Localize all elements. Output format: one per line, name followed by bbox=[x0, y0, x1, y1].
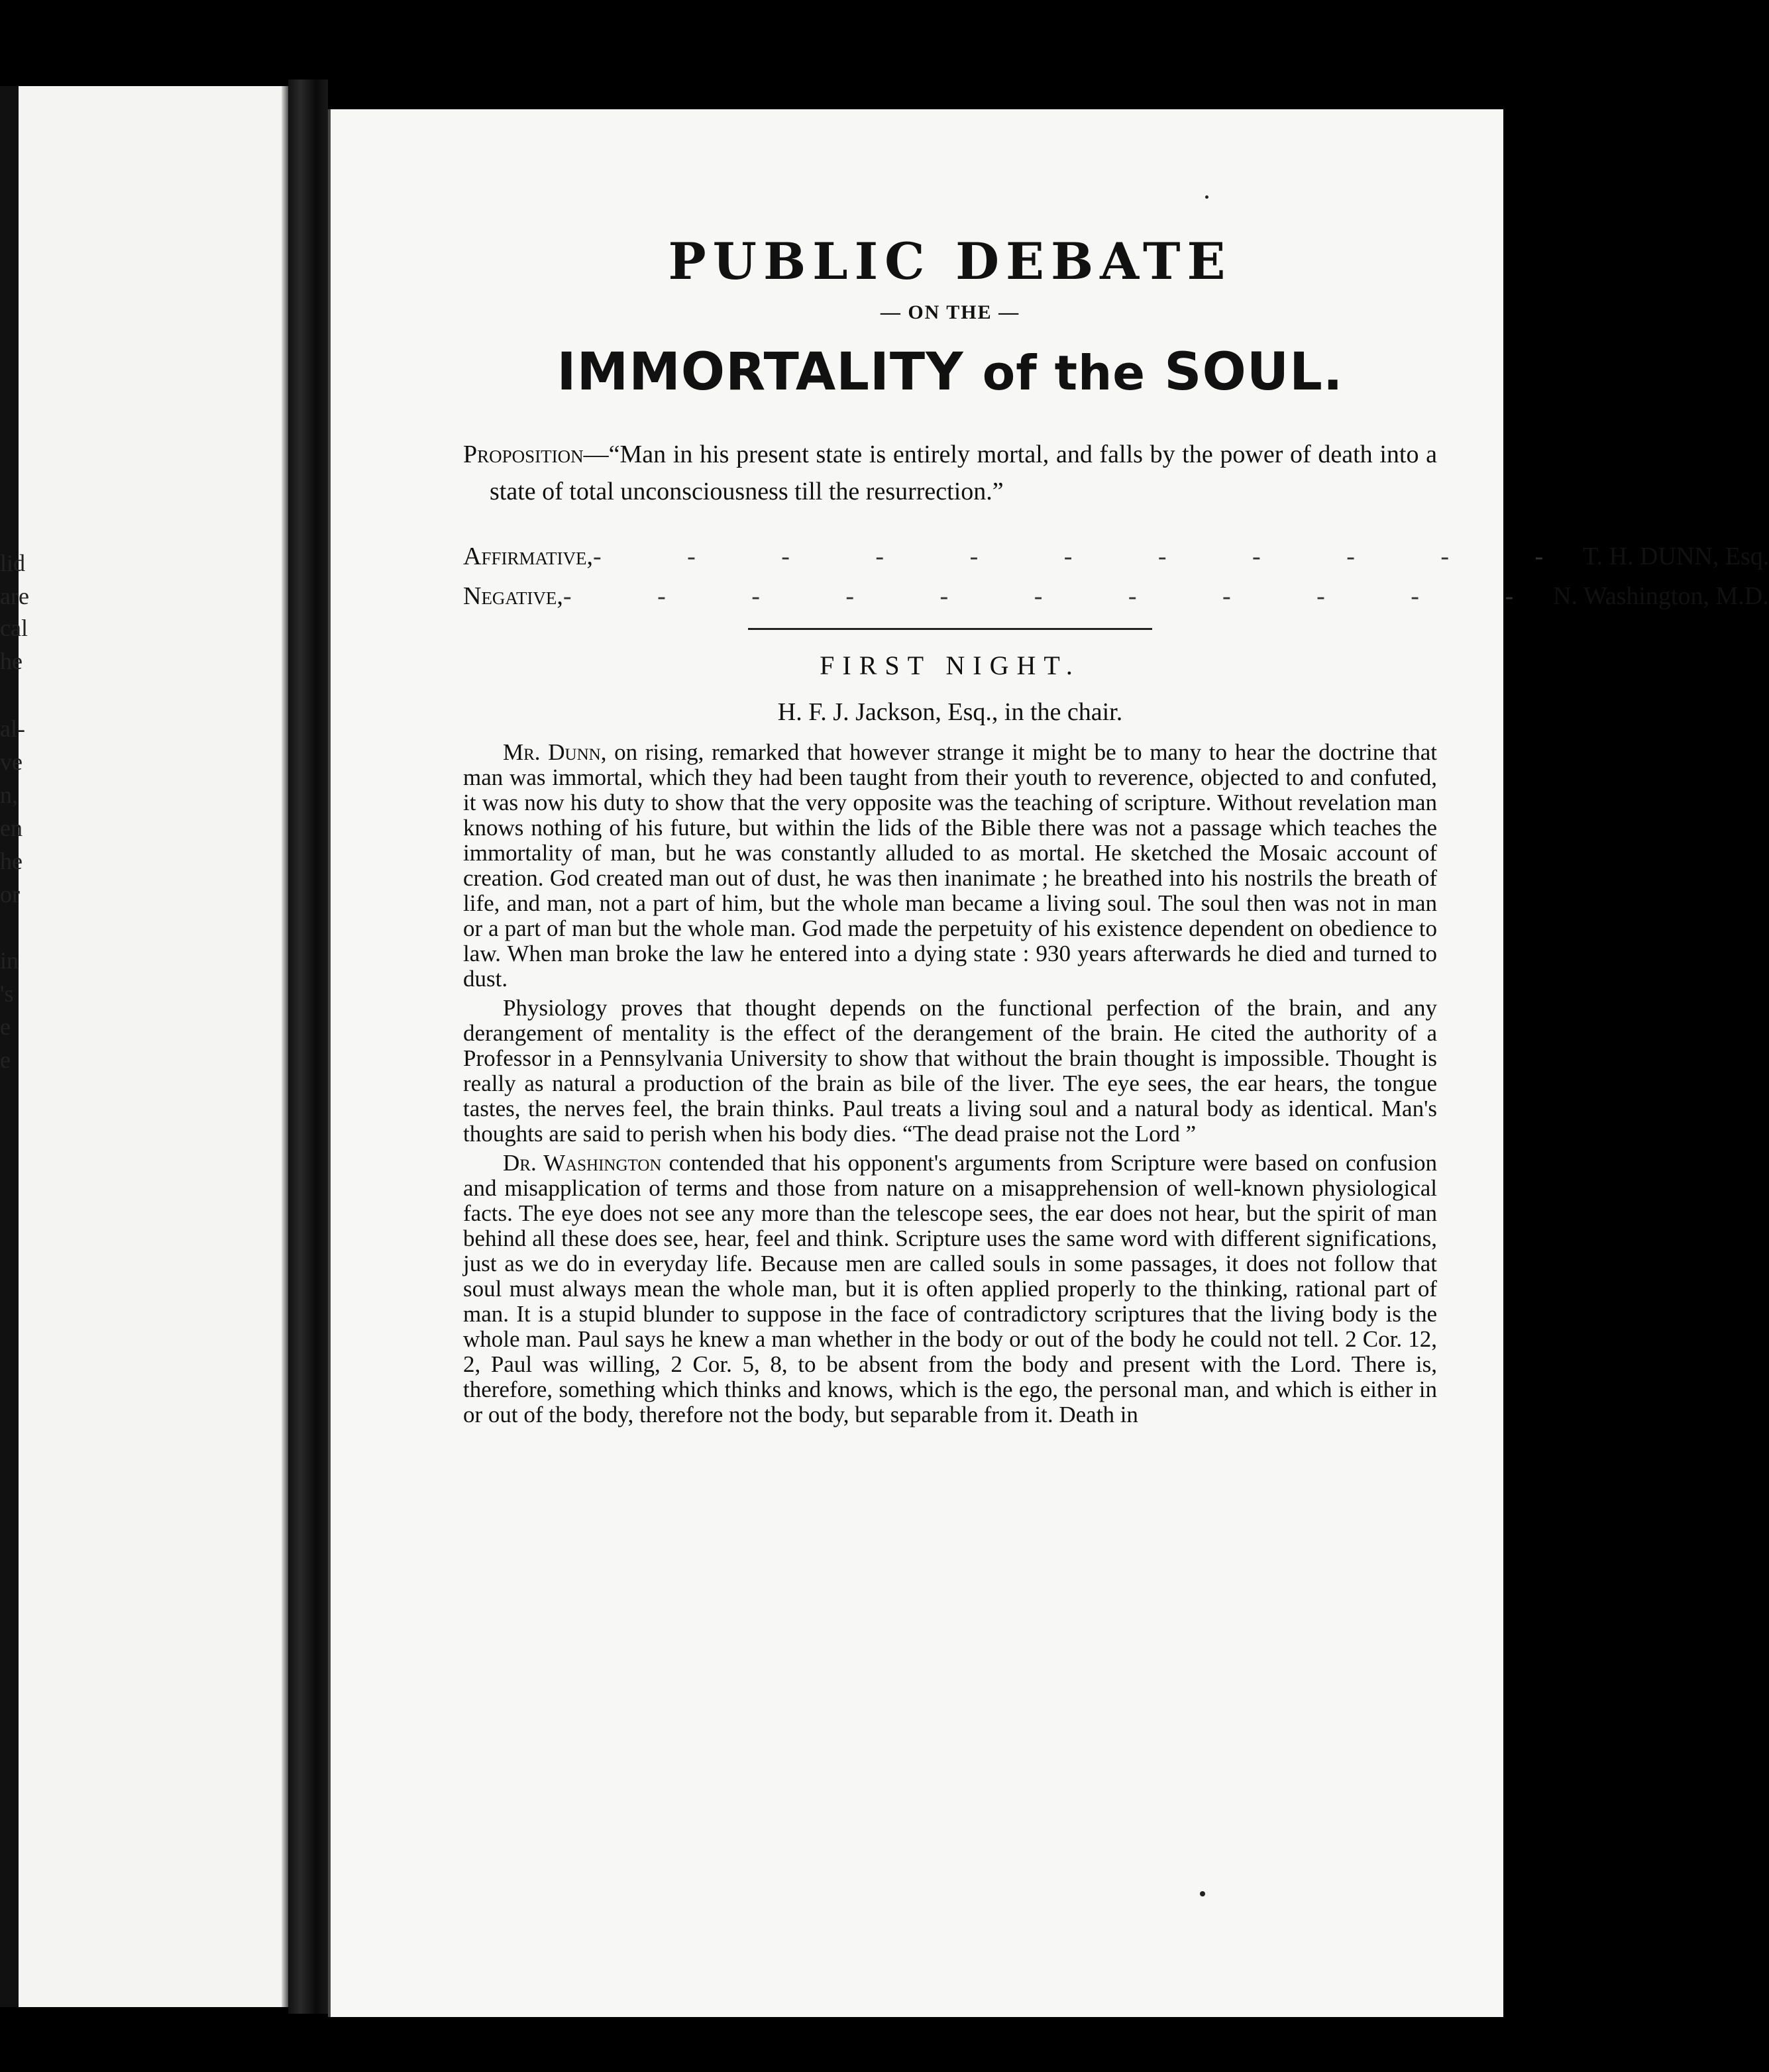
side-row-affirmative bbox=[463, 537, 1769, 576]
section-divider bbox=[748, 628, 1152, 630]
body-paragraph bbox=[463, 1151, 1437, 1427]
side-label: Affirmative, bbox=[463, 543, 593, 570]
chair-line: H. F. J. Jackson, Esq., in the chair. bbox=[777, 698, 1123, 726]
left-text-fragment: e bbox=[0, 1013, 11, 1040]
left-facing-page bbox=[0, 86, 288, 2007]
side-name: T. H. DUNN, Esq. bbox=[1583, 543, 1769, 570]
left-text-fragment: al- bbox=[0, 715, 25, 742]
paragraph-text: on rising, remarked that however strange it might be to many to hear the doctrine that man was immortal, which they had been taught from their youth to reverence, objected to and confuted, it was now his duty to show that the very opposite was the teaching of scripture. Without revelation man knows nothing of his future, but within the lids of the Bible there was not a passage which teaches the immortality of man, but he was constantly alluded to as mortal. He sketched the Mosaic account of creation. God created man out of dust, he was then inanimate ; he breathed into his nostrils the breath of life, and man, not a part of him, but the whole man became a living soul. The soul then was not in man or a part of man but the whole man. God made the perpetuity of his existence dependent on obedience to law. When man broke the law he entered into a dying state : 930 years afterwards he died and turned to dust. bbox=[463, 739, 1438, 992]
page-subtitle: — ON THE — bbox=[880, 301, 1020, 323]
left-text-fragment: cal bbox=[0, 615, 28, 641]
subject-part-2: of the bbox=[982, 345, 1146, 401]
left-text-fragment: he bbox=[0, 848, 23, 874]
side-label: Negative, bbox=[463, 582, 563, 610]
leader-dots: - - - - - - - - - - - bbox=[592, 543, 1583, 570]
body-paragraph bbox=[463, 740, 1437, 992]
left-text-fragment: n, bbox=[0, 782, 18, 808]
page-content bbox=[463, 232, 1769, 1427]
debate-subject bbox=[463, 339, 1437, 406]
subject-part-1: IMMORTALITY bbox=[557, 342, 964, 402]
proposition-text: “Man in his present state is entirely mortal, and falls by the power of death into a state of total unconsciousness till the resurrection.” bbox=[490, 440, 1437, 505]
subject-part-3: SOUL. bbox=[1164, 342, 1344, 402]
left-text-fragment: e bbox=[0, 1047, 11, 1073]
binding-gutter bbox=[288, 79, 328, 2014]
left-page-spine-edge bbox=[282, 86, 288, 2007]
left-text-fragment: lid bbox=[0, 550, 26, 576]
speaker-name: Mr. Dunn, bbox=[503, 739, 607, 765]
proposition-label: Proposition bbox=[463, 440, 584, 468]
side-name: N. Washington, M.D. bbox=[1553, 582, 1769, 610]
proposition bbox=[463, 436, 1437, 510]
left-text-fragment: ve bbox=[0, 749, 23, 775]
night-heading: FIRST NIGHT. bbox=[820, 650, 1081, 680]
left-text-fragment: or bbox=[0, 881, 20, 907]
left-text-fragment: he bbox=[0, 648, 23, 674]
main-page bbox=[328, 109, 1769, 2017]
leader-dots: - - - - - - - - - - - bbox=[563, 582, 1554, 610]
page-title: PUBLIC DEBATE bbox=[668, 232, 1232, 291]
debate-sides bbox=[463, 537, 1769, 616]
left-text-fragment: in bbox=[0, 947, 19, 974]
print-speck bbox=[1205, 195, 1208, 199]
proposition-dash: — bbox=[583, 440, 609, 468]
left-text-fragment: en bbox=[0, 815, 23, 841]
print-speck bbox=[1200, 1891, 1205, 1896]
left-text-fragment: are bbox=[0, 583, 29, 609]
side-row-negative bbox=[463, 576, 1769, 616]
paragraph-text: contended that his opponent's arguments from Scripture were based on confusion and misapplication of terms and those from nature on a misapprehension of well-known physiological facts. The eye does not see any more than the telescope sees, the ear does not hear, but the spirit of man behind all these does see, hear, feel and think. Scripture uses the same word with different significations, just as we do in everyday life. Because men are called souls in some passages, it does not follow that soul must always mean the whole man, but it is often applied properly to the thinking, rational part of man. It is a stupid blunder to suppose in the face of contradictory scriptures that the living body is the whole man. Paul says he knew a man whether in the body or out of the body he could not tell. 2 Cor. 12, 2, Paul was willing, 2 Cor. 5, 8, to be absent from the body and present with the Lord. There is, therefore, something which thinks and knows, which is the ego, the personal man, and which is either in or out of the body, therefore not the body, but separable from it. Death in bbox=[463, 1150, 1438, 1427]
left-text-fragment: 's bbox=[0, 980, 14, 1007]
body-paragraph bbox=[463, 996, 1437, 1147]
paragraph-text: Physiology proves that thought depends on the functional perfection of the brain, and any derangement of mentality is the effect of the derangement of the brain. He cited the authority of a Professor in a Pennsylvania University to show that without the brain thought is impossible. Thought is really as natural a production of the brain as bile of the liver. The eye sees, the ear hears, the tongue tastes, the nerves feel, the brain thinks. Paul treats a living soul and a natural body as identical. Man's thoughts are said to perish when his body dies. “The dead praise not the Lord ” bbox=[463, 995, 1437, 1147]
speaker-name: Dr. Washington bbox=[503, 1150, 662, 1176]
